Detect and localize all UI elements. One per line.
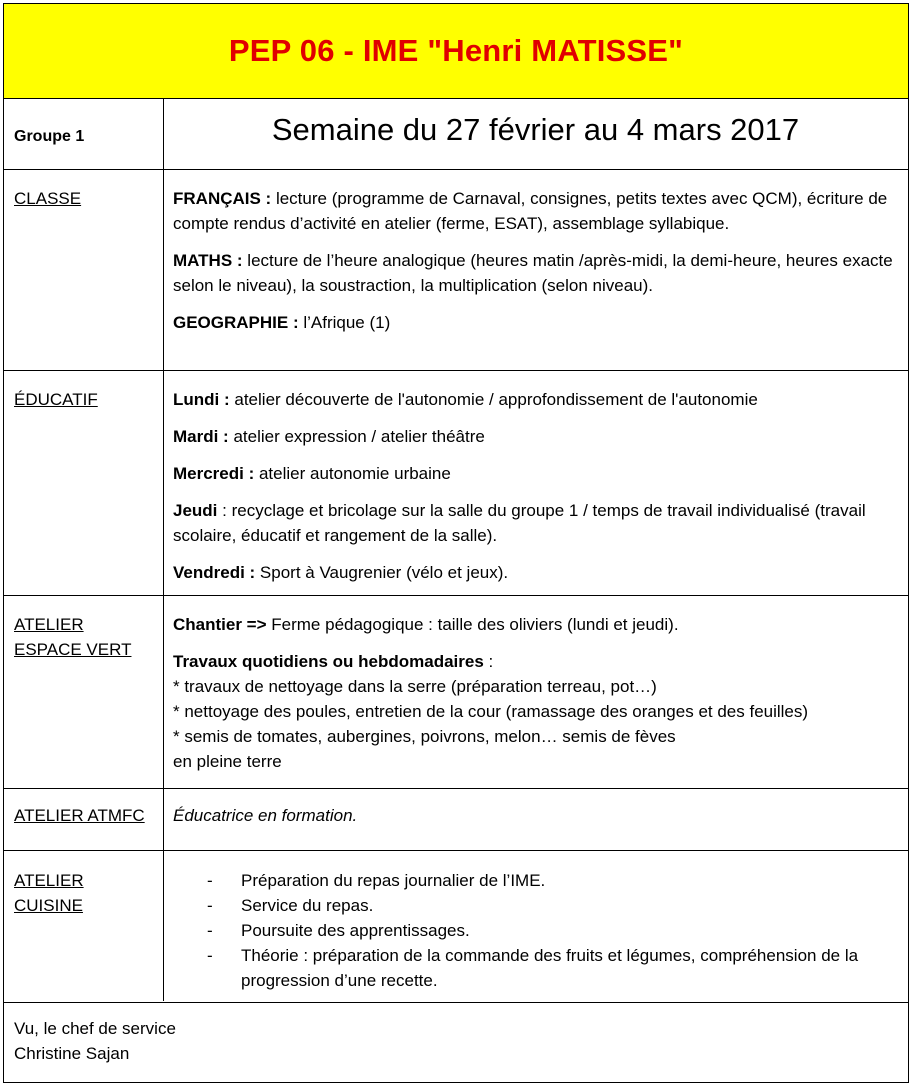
- paragraph-chantier: Chantier => Ferme pédagogique : taille des oliviers (lundi et jeudi).: [173, 615, 679, 634]
- section-cuisine: [4, 851, 908, 1003]
- list-item: - Théorie : préparation de la commande des fruits et légumes, compréhension de la progression d’une recette.: [207, 946, 859, 990]
- group-label: Groupe 1: [14, 128, 85, 145]
- footer-line: Vu, le chef de service: [14, 1019, 176, 1038]
- section-content-classe: [173, 186, 898, 335]
- section-label-atmfc: ATELIER ATMFC: [14, 806, 145, 825]
- paragraph-lundi: Lundi : atelier découverte de l'autonomie / approfondissement de l'autonomie: [173, 390, 758, 409]
- travaux-line: * travaux de nettoyage dans la serre (préparation terreau, pot…): [173, 677, 657, 696]
- cuisine-list: [173, 868, 898, 993]
- header-banner: [4, 4, 908, 99]
- paragraph-travaux: Travaux quotidiens ou hebdomadaires : * travaux de nettoyage dans la serre (préparation terreau, pot…) * nettoyage des poules, entretien de la cour (ramassage des oranges et des feuilles) * semis de tomates, aubergines, poivrons, melon… semis de fèves en pleine terre: [173, 652, 809, 771]
- paragraph-mercredi: Mercredi : atelier autonomie urbaine: [173, 464, 451, 483]
- section-classe: [4, 170, 908, 371]
- page-title: PEP 06 - IME "Henri MATISSE": [228, 33, 684, 68]
- paragraph-jeudi: Jeudi : recyclage et bricolage sur la salle du groupe 1 / temps de travail individualisé (travail scolaire, éducatif et rangement de la salle).: [173, 501, 866, 545]
- paragraph-geographie: GEOGRAPHIE : l’Afrique (1): [173, 313, 391, 332]
- week-title: Semaine du 27 février au 4 mars 2017: [271, 112, 800, 147]
- section-content-atmfc: Éducatrice en formation.: [173, 806, 358, 825]
- intro-row: [4, 98, 908, 170]
- travaux-line: en pleine terre: [173, 752, 282, 771]
- paragraph-francais: FRANÇAIS : lecture (programme de Carnaval, consignes, petits textes avec QCM), écriture de compte rendus d’activité en atelier (ferme, ESAT), assemblage syllabique.: [173, 189, 888, 233]
- paragraph-maths: MATHS : lecture de l’heure analogique (heures matin /après-midi, la demi-heure, heures exacte selon le niveau), la soustraction, la multiplication (selon niveau).: [173, 251, 893, 295]
- section-content-espace-vert: [173, 612, 898, 774]
- section-label-classe: CLASSE: [14, 189, 82, 208]
- section-atmfc: [4, 789, 908, 851]
- section-label-educatif: ÉDUCATIF: [14, 390, 98, 409]
- footer-signature: [14, 1016, 176, 1066]
- document-page: [3, 3, 909, 1083]
- section-label-cuisine: ATELIER CUISINE: [14, 871, 84, 915]
- paragraph-vendredi: Vendredi : Sport à Vaugrenier (vélo et jeux).: [173, 563, 509, 582]
- list-item: - Poursuite des apprentissages.: [207, 921, 470, 940]
- footer-signatory: Christine Sajan: [14, 1044, 130, 1063]
- list-item: - Préparation du repas journalier de l’IME.: [207, 871, 546, 890]
- section-content-educatif: [173, 387, 898, 585]
- section-label-espace-vert: ATELIER ESPACE VERT: [14, 615, 132, 659]
- travaux-line: * nettoyage des poules, entretien de la cour (ramassage des oranges et des feuilles): [173, 702, 809, 721]
- section-espace-vert: [4, 596, 908, 789]
- paragraph-mardi: Mardi : atelier expression / atelier théâtre: [173, 427, 485, 446]
- section-educatif: [4, 371, 908, 596]
- section-content-cuisine: [173, 868, 898, 993]
- list-item: - Service du repas.: [207, 896, 374, 915]
- travaux-line: * semis de tomates, aubergines, poivrons, melon… semis de fèves: [173, 727, 676, 746]
